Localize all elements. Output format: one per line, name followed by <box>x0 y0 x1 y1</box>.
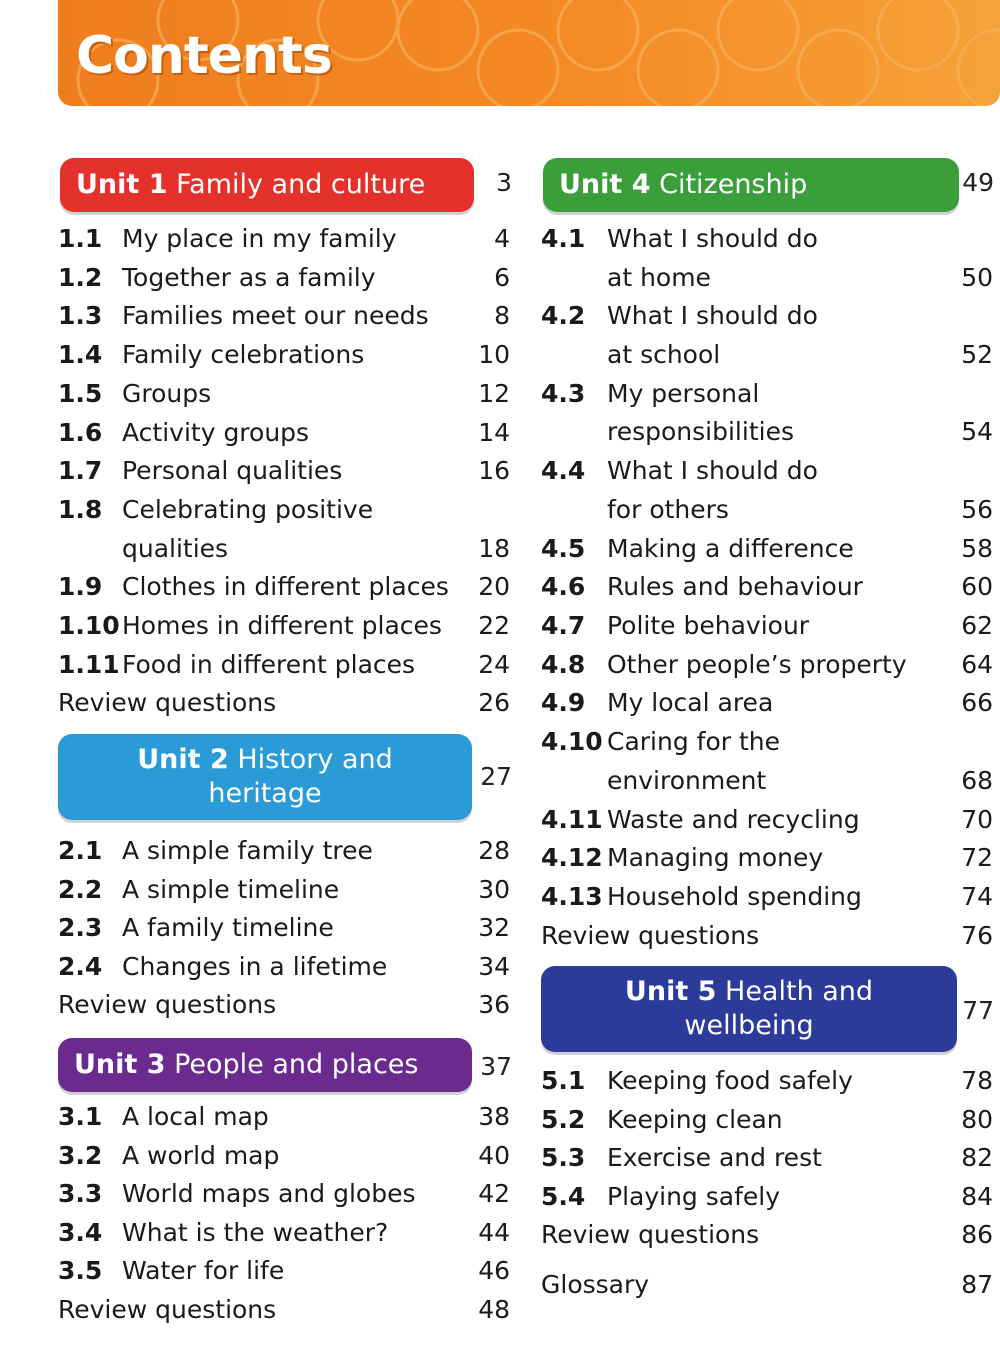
lesson-row[interactable] <box>58 871 512 909</box>
lesson-title: A simple timeline <box>122 874 340 904</box>
lesson-row[interactable] <box>541 1178 995 1216</box>
lesson-title: A world map <box>122 1140 280 1170</box>
lesson-number: 4.11 <box>541 804 603 834</box>
lesson-title: Rules and behaviour <box>607 572 863 602</box>
lesson-row[interactable] <box>541 220 995 297</box>
lesson-number: 3.5 <box>58 1256 103 1285</box>
lesson-number: 1.4 <box>58 340 103 370</box>
lesson-row[interactable] <box>541 607 995 645</box>
lesson-page: 58 <box>961 533 993 563</box>
lesson-number: 3.1 <box>58 1102 103 1131</box>
glossary-page: 87 <box>961 1270 993 1299</box>
lesson-row[interactable] <box>58 452 512 490</box>
lesson-number: 1.1 <box>58 224 103 253</box>
lesson-row[interactable] <box>58 646 512 684</box>
lesson-row[interactable] <box>58 297 512 335</box>
unit3-name: People and places <box>174 1049 419 1080</box>
lesson-row[interactable] <box>58 1137 512 1175</box>
unit1-name: Family and culture <box>176 169 426 200</box>
lesson-page: 62 <box>961 611 993 640</box>
lesson-title: Exercise and rest <box>607 1143 822 1172</box>
lesson-page: 74 <box>961 881 993 911</box>
lesson-page: 84 <box>961 1181 993 1211</box>
lesson-number: 4.13 <box>541 881 603 911</box>
lesson-title: Together as a family <box>122 262 376 292</box>
lesson-row[interactable] <box>541 297 995 374</box>
lesson-row[interactable] <box>541 723 995 800</box>
lesson-page: 66 <box>961 688 993 718</box>
lesson-title-line2: qualities <box>122 533 229 563</box>
lesson-title: Playing safely <box>607 1181 781 1211</box>
lesson-page: 34 <box>478 951 510 981</box>
lesson-page: 30 <box>478 874 510 904</box>
lesson-title-line2: environment <box>607 765 767 795</box>
lesson-page: 72 <box>961 843 993 873</box>
review-questions-row[interactable] <box>58 986 512 1024</box>
lesson-number: 5.1 <box>541 1066 586 1095</box>
lesson-number: 4.3 <box>541 378 586 408</box>
lesson-number: 5.4 <box>541 1181 586 1211</box>
lesson-number: 1.5 <box>58 378 103 408</box>
lesson-row[interactable] <box>541 375 995 452</box>
lesson-row[interactable] <box>541 1062 995 1100</box>
lesson-title-line2: for others <box>607 494 729 524</box>
unit1-page: 3 <box>496 168 512 197</box>
lesson-page: 20 <box>478 572 510 602</box>
review-title: Review questions <box>58 1294 277 1324</box>
lesson-row[interactable] <box>541 1101 995 1139</box>
lesson-row[interactable] <box>541 530 995 568</box>
lesson-page: 22 <box>478 611 510 640</box>
lesson-title: Activity groups <box>122 417 310 447</box>
lesson-page: 18 <box>478 533 510 563</box>
unit2-prefix: Unit 2 <box>137 744 229 775</box>
lesson-row[interactable] <box>58 1252 512 1290</box>
review-title: Review questions <box>58 688 277 718</box>
unit2-page: 27 <box>480 762 512 791</box>
lesson-page: 50 <box>961 262 993 292</box>
lesson-number: 4.9 <box>541 688 586 718</box>
unit2-name-line2: heritage <box>208 778 322 809</box>
lesson-title: Caring for the <box>607 727 781 757</box>
unit5-header[interactable] <box>541 966 957 1052</box>
review-questions-row[interactable] <box>541 917 995 955</box>
unit1-header[interactable] <box>60 158 474 212</box>
lesson-row[interactable] <box>58 1214 512 1252</box>
review-page: 48 <box>478 1294 510 1324</box>
unit4-name: Citizenship <box>659 169 808 200</box>
lesson-title: What I should do <box>607 301 818 331</box>
lesson-number: 4.8 <box>541 649 586 679</box>
lesson-number: 5.2 <box>541 1104 586 1134</box>
lesson-title-line2: responsibilities <box>607 417 794 447</box>
lesson-number: 4.4 <box>541 456 586 486</box>
review-page: 36 <box>478 990 510 1019</box>
review-questions-row[interactable] <box>58 1291 512 1329</box>
lesson-number: 1.6 <box>58 417 103 447</box>
unit4-page: 49 <box>962 168 994 197</box>
lesson-number: 4.5 <box>541 533 586 563</box>
lesson-number: 4.12 <box>541 843 603 873</box>
lesson-title: Celebrating positive <box>122 494 374 524</box>
lesson-row[interactable] <box>58 1098 512 1136</box>
unit2-header[interactable] <box>58 734 472 820</box>
lesson-title: Groups <box>122 378 212 408</box>
lesson-title-line2: at school <box>607 340 721 370</box>
glossary-row[interactable] <box>541 1266 995 1304</box>
lesson-number: 3.3 <box>58 1179 103 1208</box>
lesson-page: 68 <box>961 765 993 795</box>
lesson-number: 4.2 <box>541 301 586 331</box>
lesson-number: 3.4 <box>58 1217 103 1247</box>
lesson-title: Homes in different places <box>122 611 442 640</box>
lesson-title: World maps and globes <box>122 1179 416 1208</box>
lesson-page: 16 <box>478 456 510 486</box>
review-page: 26 <box>478 688 510 718</box>
lesson-number: 2.4 <box>58 951 103 981</box>
lesson-title: Other people’s property <box>607 649 907 679</box>
unit5-name: Health and <box>725 976 874 1007</box>
lesson-title: Waste and recycling <box>607 804 860 834</box>
lesson-page: 52 <box>961 340 993 370</box>
unit3-header[interactable] <box>58 1038 472 1092</box>
lesson-page: 4 <box>494 224 510 253</box>
lesson-row[interactable] <box>58 414 512 452</box>
lesson-page: 80 <box>961 1104 993 1134</box>
lesson-row[interactable] <box>541 801 995 839</box>
lesson-title: Food in different places <box>122 649 416 679</box>
lesson-row[interactable] <box>541 839 995 877</box>
lesson-page: 54 <box>961 417 993 447</box>
lesson-number: 4.6 <box>541 572 586 602</box>
lesson-row[interactable] <box>541 878 995 916</box>
unit4-prefix: Unit 4 <box>559 169 651 200</box>
lesson-title: What is the weather? <box>122 1217 389 1247</box>
lesson-page: 8 <box>494 301 510 331</box>
lesson-title: Keeping food safely <box>607 1066 853 1095</box>
review-questions-row[interactable] <box>541 1216 995 1254</box>
lesson-title: Families meet our needs <box>122 301 429 331</box>
lesson-page: 14 <box>478 417 510 447</box>
unit3-prefix: Unit 3 <box>74 1049 166 1080</box>
lesson-number: 3.2 <box>58 1140 103 1170</box>
lesson-row[interactable] <box>58 491 512 568</box>
lesson-title: My local area <box>607 688 774 718</box>
lesson-page: 28 <box>478 836 510 865</box>
lesson-number: 1.7 <box>58 456 103 486</box>
lesson-page: 10 <box>478 340 510 370</box>
lesson-page: 12 <box>478 378 510 408</box>
lesson-number: 2.1 <box>58 836 103 865</box>
lesson-number: 1.2 <box>58 262 103 292</box>
lesson-title: Family celebrations <box>122 340 365 370</box>
lesson-row[interactable] <box>58 948 512 986</box>
lesson-number: 1.8 <box>58 494 103 524</box>
lesson-row[interactable] <box>58 375 512 413</box>
lesson-page: 78 <box>961 1066 993 1095</box>
lesson-number: 1.3 <box>58 301 103 331</box>
lesson-title: Keeping clean <box>607 1104 783 1134</box>
glossary-title: Glossary <box>541 1270 650 1299</box>
lesson-title: Water for life <box>122 1256 285 1285</box>
review-page: 76 <box>961 920 993 950</box>
lesson-page: 40 <box>478 1140 510 1170</box>
lesson-row[interactable] <box>58 259 512 297</box>
lesson-page: 24 <box>478 649 510 679</box>
review-questions-row[interactable] <box>58 684 512 722</box>
lesson-title: My place in my family <box>122 224 397 253</box>
lesson-page: 46 <box>478 1256 510 1285</box>
lesson-row[interactable] <box>58 220 512 258</box>
unit1-prefix: Unit 1 <box>76 169 168 200</box>
lesson-page: 42 <box>478 1179 510 1208</box>
lesson-page: 82 <box>961 1143 993 1172</box>
lesson-title: Managing money <box>607 843 824 873</box>
lesson-title: A local map <box>122 1102 269 1131</box>
review-title: Review questions <box>541 1220 760 1249</box>
lesson-row[interactable] <box>58 607 512 645</box>
unit2-name: History and <box>237 744 393 775</box>
unit5-page: 77 <box>962 996 994 1025</box>
unit5-name-line2: wellbeing <box>684 1010 814 1041</box>
lesson-row[interactable] <box>541 568 995 606</box>
lesson-number: 1.11 <box>58 649 120 679</box>
lesson-title-line2: at home <box>607 262 711 292</box>
lesson-title: My personal <box>607 378 760 408</box>
lesson-title: Making a difference <box>607 533 854 563</box>
lesson-page: 44 <box>478 1217 510 1247</box>
lesson-title: A family timeline <box>122 913 334 942</box>
lesson-row[interactable] <box>541 646 995 684</box>
lesson-number: 4.1 <box>541 224 586 253</box>
review-page: 86 <box>961 1220 993 1249</box>
unit5-prefix: Unit 5 <box>624 976 717 1007</box>
unit4-header[interactable] <box>543 158 959 212</box>
lesson-number: 2.2 <box>58 874 103 904</box>
lesson-row[interactable] <box>58 568 512 606</box>
lesson-row[interactable] <box>541 684 995 722</box>
lesson-page: 38 <box>478 1102 510 1131</box>
page-title: Contents <box>76 26 332 86</box>
lesson-title: Changes in a lifetime <box>122 951 388 981</box>
lesson-row[interactable] <box>58 336 512 374</box>
lesson-title: Personal qualities <box>122 456 343 486</box>
lesson-page: 60 <box>961 572 993 602</box>
unit3-page: 37 <box>480 1052 512 1081</box>
lesson-page: 6 <box>494 262 510 292</box>
lesson-page: 56 <box>961 494 993 524</box>
lesson-title: Polite behaviour <box>607 611 810 640</box>
lesson-title: Clothes in different places <box>122 572 449 602</box>
lesson-page: 32 <box>478 913 510 942</box>
review-title: Review questions <box>541 920 760 950</box>
lesson-number: 5.3 <box>541 1143 586 1172</box>
lesson-row[interactable] <box>58 1175 512 1213</box>
lesson-number: 4.7 <box>541 611 586 640</box>
lesson-title: A simple family tree <box>122 836 373 865</box>
lesson-title: Household spending <box>607 881 862 911</box>
lesson-title: What I should do <box>607 224 818 253</box>
lesson-row[interactable] <box>58 832 512 870</box>
lesson-number: 1.10 <box>58 611 120 640</box>
lesson-number: 1.9 <box>58 572 103 602</box>
lesson-title: What I should do <box>607 456 818 486</box>
review-title: Review questions <box>58 990 277 1019</box>
lesson-number: 4.10 <box>541 727 603 757</box>
lesson-row[interactable] <box>58 909 512 947</box>
lesson-page: 70 <box>961 804 993 834</box>
lesson-number: 2.3 <box>58 913 103 942</box>
lesson-row[interactable] <box>541 452 995 529</box>
contents-banner <box>58 0 1000 106</box>
lesson-page: 64 <box>961 649 993 679</box>
lesson-row[interactable] <box>541 1139 995 1177</box>
